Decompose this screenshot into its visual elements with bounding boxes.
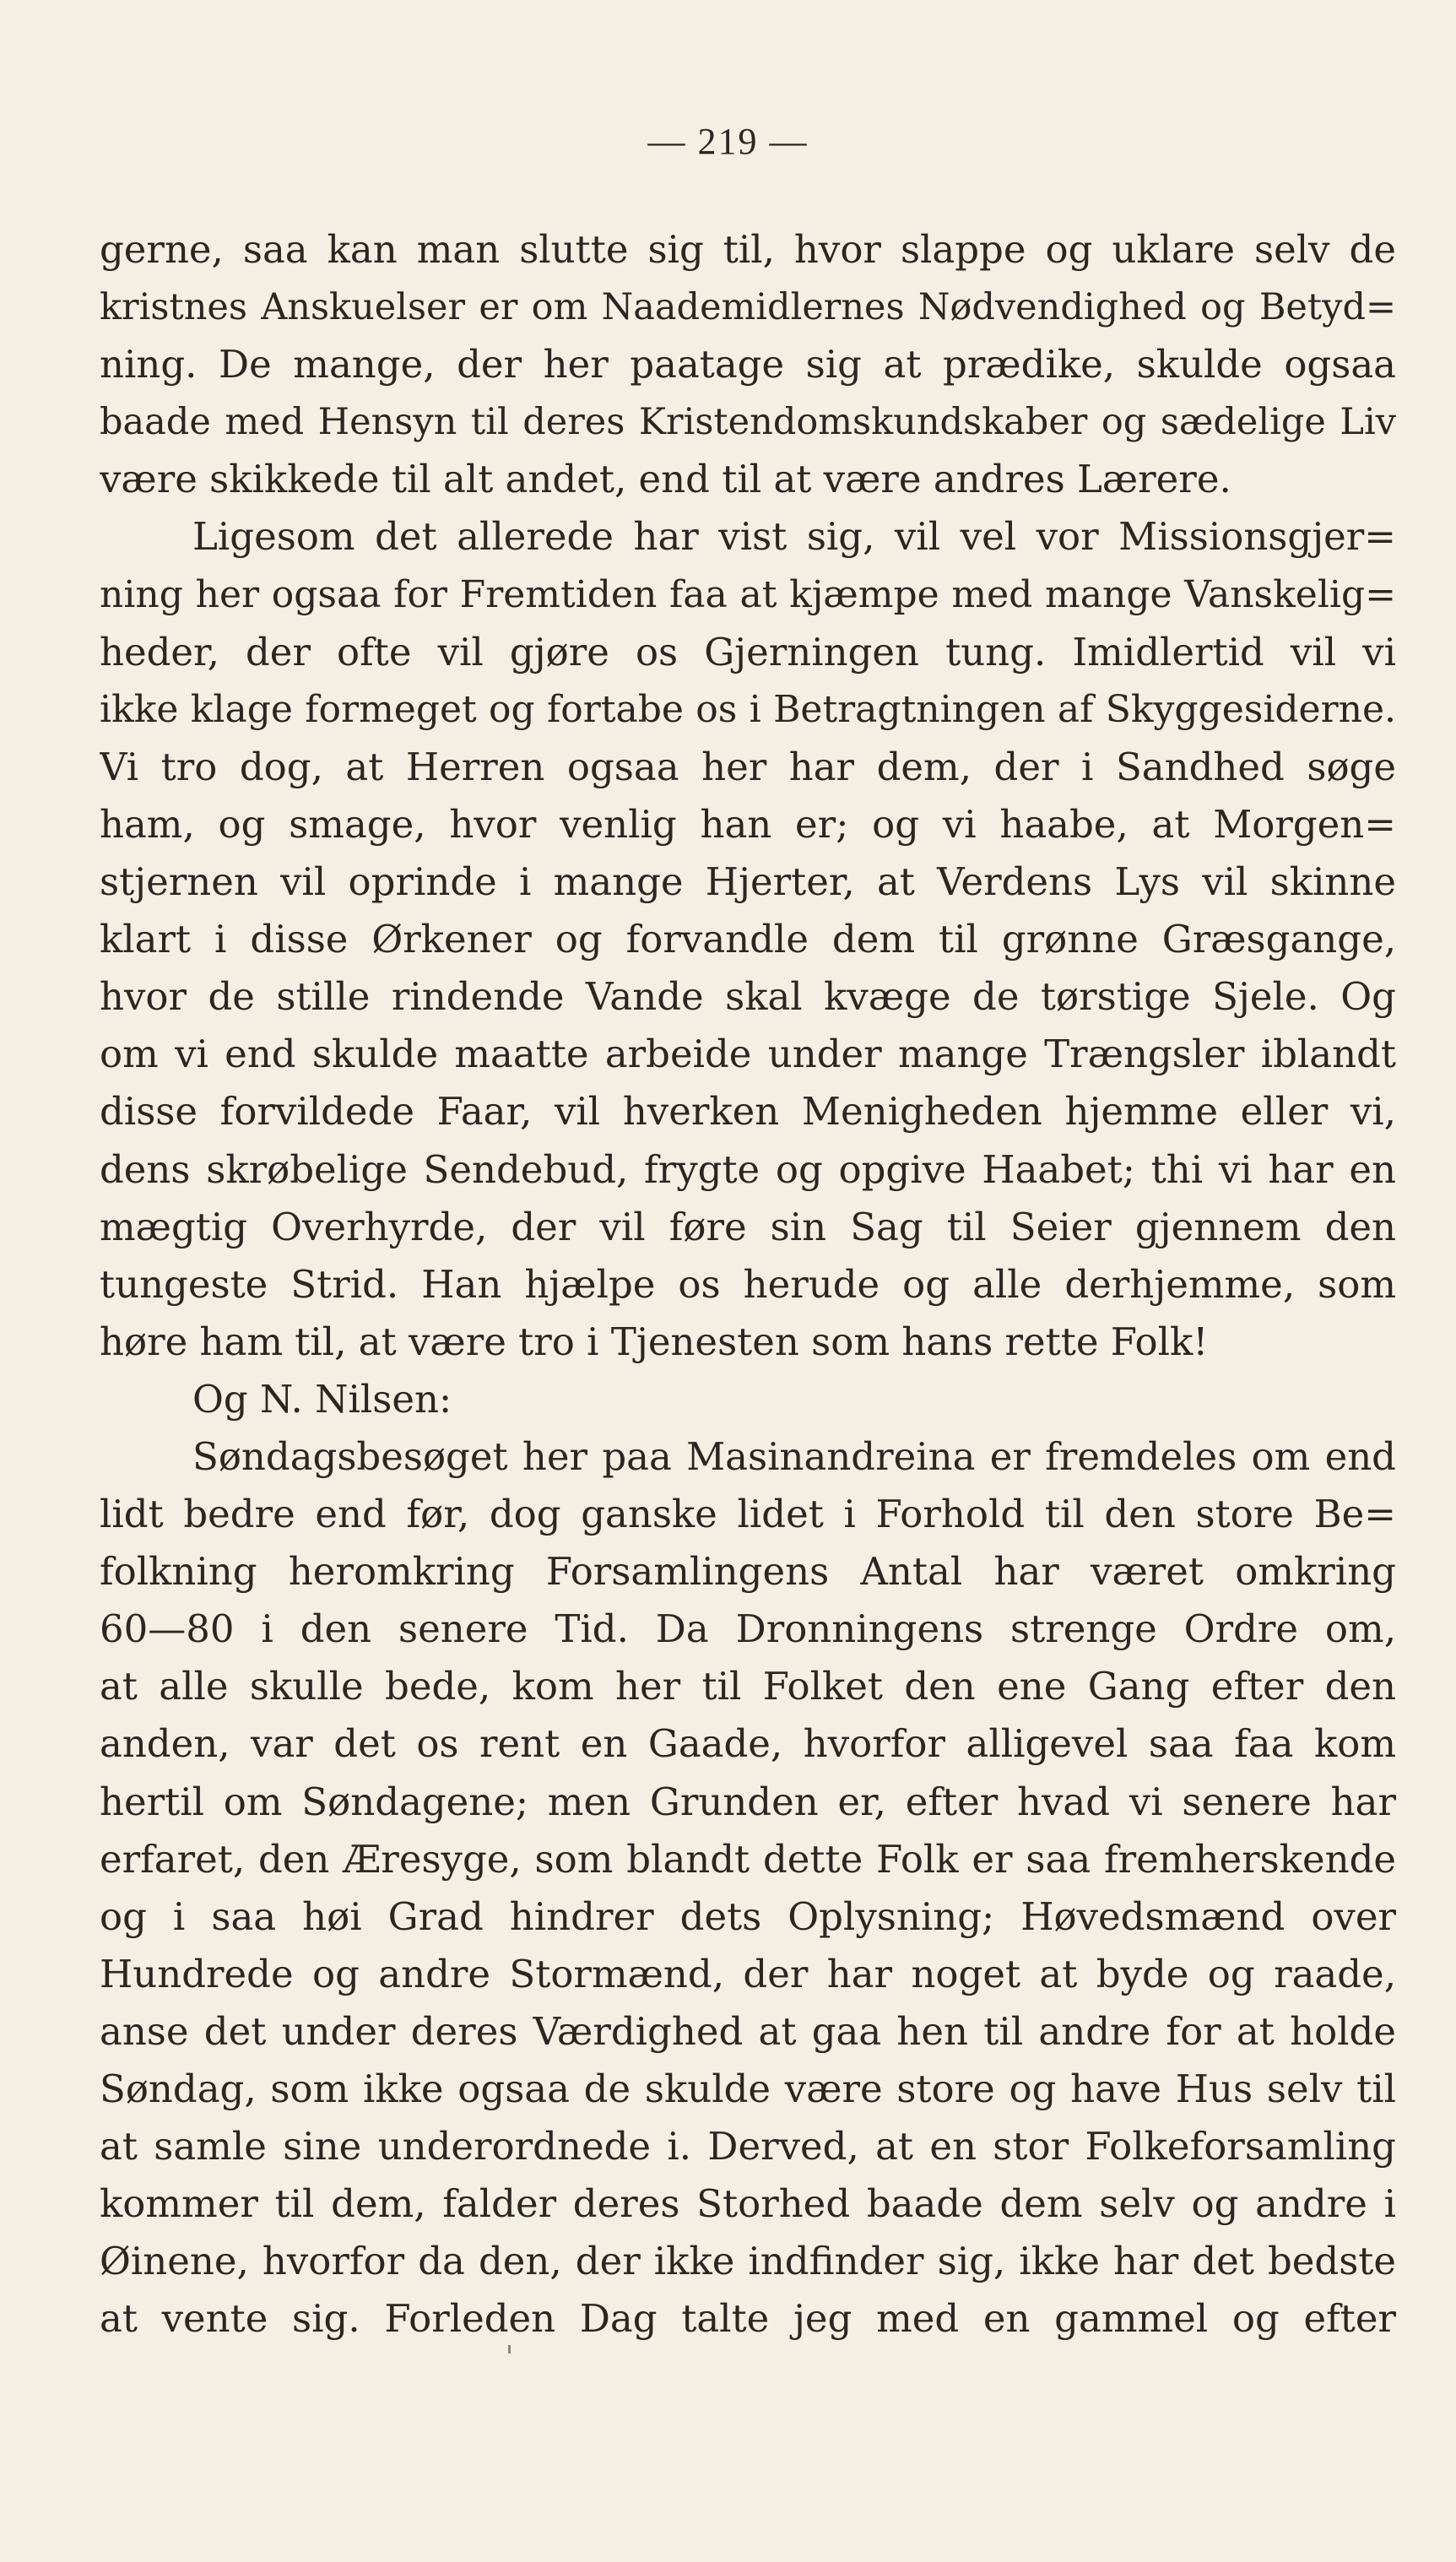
text-line: Vi tro dog, at Herren ogsaa her har dem, der i Sandhed søge — [100, 744, 1396, 789]
text-line: være skikkede til alt andet, end til at være andres Lærere. — [100, 457, 1231, 502]
text-line: at alle skulle bede, kom her til Folket den ene Gang efter den — [100, 1664, 1396, 1709]
text-line: Øinene, hvorfor da den, der ikke indfinder sig, ikke har det bedste — [100, 2239, 1396, 2284]
text-line: ham, og smage, hvor venlig han er; og vi haabe, at Morgen= — [100, 801, 1396, 847]
text-line: Ligesom det allerede har vist sig, vil vel vor Missionsgjer= — [192, 514, 1396, 560]
text-line: Hundrede og andre Stormænd, der har noget at byde og raade, — [100, 1951, 1396, 1996]
text-line: Søndagsbesøget her paa Masinandreina er fremdeles om end — [192, 1433, 1396, 1479]
text-line: mægtig Overhyrde, der vil føre sin Sag til Seier gjennem den — [100, 1204, 1396, 1249]
ink-speck — [508, 2345, 511, 2353]
text-line: gerne, saa kan man slutte sig til, hvor slappe og uklare selv de — [100, 227, 1396, 272]
text-line: og i saa høi Grad hindrer dets Oplysning; Høvedsmænd over — [100, 1893, 1396, 1939]
text-line: klart i disse Ørkener og forvandle dem til grønne Græsgange, — [100, 917, 1396, 962]
page-number: — 219 — — [647, 121, 809, 162]
text-line: baade med Hensyn til deres Kristendomskundskaber og sædelige Liv — [100, 401, 1396, 444]
text-line: Og N. Nilsen: — [192, 1376, 452, 1422]
body-text — [100, 221, 1396, 2348]
text-line: lidt bedre end før, dog ganske lidet i Forhold til den store Be= — [100, 1492, 1396, 1537]
text-line: kristnes Anskuelser er om Naademidlernes Nødvendighed og Betyd= — [100, 286, 1396, 329]
text-line: hertil om Søndagene; men Grunden er, efter hvad vi senere har — [100, 1779, 1396, 1824]
text-line: 60—80 i den senere Tid. Da Dronningens strenge Ordre om, — [100, 1606, 1396, 1652]
text-line: disse forvildede Faar, vil hverken Menigheden hjemme eller vi, — [100, 1089, 1396, 1135]
text-line: kommer til dem, falder deres Storhed baade dem selv og andre i — [100, 2181, 1396, 2227]
text-line: dens skrøbelige Sendebud, frygte og opgive Haabet; thi vi har en — [100, 1146, 1396, 1192]
text-line: folkning heromkring Forsamlingens Antal har været omkring — [100, 1549, 1396, 1595]
text-line: tungeste Strid. Han hjælpe os herude og alle derhjemme, som — [100, 1261, 1396, 1307]
text-line: om vi end skulde maatte arbeide under mange Trængsler iblandt — [100, 1032, 1396, 1077]
text-line: ning. De mange, der her paatage sig at prædike, skulde ogsaa — [100, 342, 1396, 387]
text-line: stjernen vil oprinde i mange Hjerter, at Verdens Lys vil skinne — [100, 859, 1396, 905]
text-line: høre ham til, at være tro i Tjenesten som hans rette Folk! — [100, 1319, 1209, 1364]
text-line: at vente sig. Forleden Dag talte jeg med en gammel og efter — [100, 2296, 1396, 2342]
text-line: erfaret, den Æresyge, som blandt dette Folk er saa fremherskende — [100, 1836, 1396, 1882]
text-line: Søndag, som ikke ogsaa de skulde være store og have Hus selv til — [100, 2066, 1396, 2111]
text-line: at samle sine underordnede i. Derved, at en stor Folkeforsamling — [100, 2124, 1396, 2169]
text-line: heder, der ofte vil gjøre os Gjerningen tung. Imidlertid vil vi — [100, 629, 1396, 674]
text-line: ikke klage formeget og fortabe os i Betragtningen af Skyggesiderne. — [100, 687, 1396, 731]
text-line: hvor de stille rindende Vande skal kvæge de tørstige Sjele. Og — [100, 974, 1396, 1020]
text-line: anse det under deres Værdighed at gaa hen til andre for at holde — [100, 2008, 1396, 2054]
text-line: ning her ogsaa for Fremtiden faa at kjæmpe med mange Vanskelig= — [100, 572, 1396, 616]
text-line: anden, var det os rent en Gaade, hvorfor alligevel saa faa kom — [100, 1721, 1396, 1767]
